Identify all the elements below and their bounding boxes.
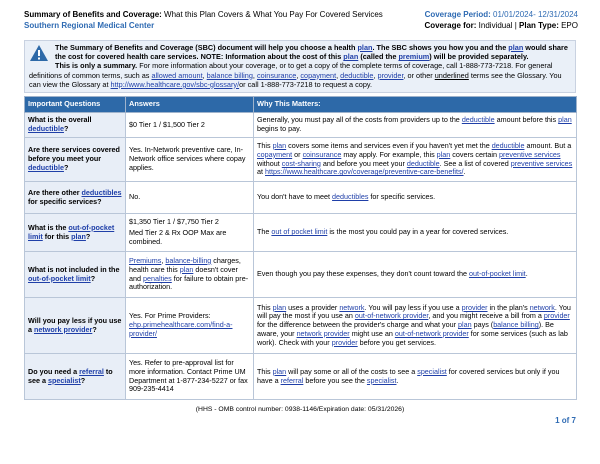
why-cell: This plan will pay some or all of the costs to see a specialist for covered services but only if you have a referral before you see the specialist. [254,354,577,400]
column-header: Answers [126,97,254,113]
why-cell: Even though you pay these expenses, they don't count toward the out-of-pocket limit. [254,252,577,298]
answer-cell: $1,350 Tier 1 / $7,750 Tier 2 Med Tier 2 & Rx OOP Max are combined. [126,214,254,252]
question-cell: Are there other deductibles for specific services? [25,182,126,214]
link-provider[interactable]: provider [331,337,358,347]
link-plan[interactable]: plan [436,149,451,159]
link-out-of-pocket-limit[interactable]: out of pocket limit [271,227,328,237]
link-network-provider[interactable]: network provider [34,324,93,334]
link-deductible[interactable]: deductible [491,140,525,150]
link-plan[interactable]: plan [508,43,524,52]
question-cell: Are there services covered before you meet your deductible? [25,138,126,182]
link-deductible[interactable]: deductible [340,70,374,80]
link-premium[interactable]: premium [398,52,430,62]
link-deductible[interactable]: deductible [406,158,440,168]
provider-directory-link[interactable]: ehp.primehealthcare.com/find-a-provider/ [129,320,233,338]
link-preventive-care-url[interactable]: https://www.healthcare.gov/coverage/preventive-care-benefits/ [265,167,464,177]
why-cell: You don't have to meet deductibles for specific services. [254,182,577,214]
link-deductible[interactable]: deductible [28,162,64,172]
link-out-of-pocket-limit[interactable]: out-of-pocket limit [28,273,91,283]
answer-cell: No. [126,182,254,214]
link-out-of-network-provider[interactable]: out-of-network provider [354,311,429,321]
link-deductibles[interactable]: deductibles [332,192,369,202]
organization-name: Southern Regional Medical Center [24,20,155,30]
link-provider[interactable]: provider [377,70,404,80]
link-specialist[interactable]: specialist [366,375,397,385]
why-cell: Generally, you must pay all of the costs from providers up to the deductible amount before this plan begins to pay. [254,113,577,138]
link-referral[interactable]: referral [280,375,304,385]
table-row [25,298,577,354]
link-balance-billing[interactable]: balance billing [493,320,539,330]
link-out-of-pocket-limit[interactable]: out-of-pocket limit [468,269,526,279]
link-penalties[interactable]: penalties [143,273,172,283]
header-left [24,10,383,31]
link-allowed-amount[interactable]: allowed amount [151,70,203,80]
table-row [25,252,577,298]
question-cell: What is the overall deductible? [25,113,126,138]
why-cell: The out of pocket limit is the most you could pay in a year for covered services. [254,214,577,252]
notice-rest: This is only a summary. For more information about your coverage, or to get a copy of the complete terms of coverage, call 1-888-773-7218. For general definitions of common terms, such as allowed amount, balance billing, coinsurance, copayment, deductible, provider, or other underlined terms see the Glossary. You can view the Glossary at http://www.healthcare.gov/sbc-glossary/or call 1-888-773-7218 to request a copy. [29,61,562,89]
link-out-of-pocket-limit[interactable]: out-of-pocket limit [28,222,115,241]
column-header: Why This Matters: [254,97,577,113]
page-number: 1 of 7 [555,416,576,425]
link-plan[interactable]: plan [357,43,373,52]
link-premiums[interactable]: Premiums [129,255,162,265]
glossary-link[interactable]: http://www.healthcare.gov/sbc-glossary/ [110,79,240,89]
link-plan[interactable]: plan [272,366,287,376]
link-network[interactable]: network [529,302,555,312]
answer-cell: Yes. Refer to pre-approval list for more information. Contact Prime UM Department at 1-877-234-5227 or fax 909-235-4414 [126,354,254,400]
link-copayment[interactable]: copayment [257,149,293,159]
notice-text: The Summary of Benefits and Coverage (SBC) document will help you choose a health plan. The SBC shows you how you and the plan would share the cost for covered health care services. NOTE: Information about the cost of this plan (called the premium) will be provided separately. This is only a summary. For more information about your coverage, or to get a copy of the complete terms of coverage, call 1-888-773-7218. For general definitions of common terms, such as allowed amount, balance billing, coinsurance, copayment, deductible, provider, or other underlined terms see the Glossary. You can view the Glossary at http://www.healthcare.gov/sbc-glossary/or call 1-888-773-7218 to request a copy. [29,43,571,89]
why-cell: This plan covers some items and services even if you haven't yet met the deductible amount. But a copayment or coinsurance may apply. For example, this plan covers certain preventive services without cost-sharing and before you meet your deductible. See a list of covered preventive services at https://www.healthcare.gov/coverage/preventive-care-benefits/. [254,138,577,182]
link-deductibles[interactable]: deductibles [81,187,122,197]
link-plan[interactable]: plan [272,140,287,150]
table-row [25,113,577,138]
table-row [25,354,577,400]
link-preventive-services[interactable]: preventive services [510,158,573,168]
link-balance-billing[interactable]: balance billing [206,70,253,80]
link-preventive-services[interactable]: preventive services [499,149,561,159]
link-plan[interactable]: plan [179,264,194,274]
coverage-details: Coverage for: Individual | Plan Type: EPO [424,20,578,30]
link-balance-billing[interactable]: balance-billing [165,255,212,265]
table-row [25,182,577,214]
link-plan[interactable]: plan [71,231,86,241]
header-right [424,10,578,31]
coverage-period: Coverage Period: 01/01/2024- 12/31/2024 [424,10,578,19]
link-specialist[interactable]: specialist [47,375,81,385]
table-row [25,214,577,252]
link-referral[interactable]: referral [79,366,104,376]
link-out-of-network-provider[interactable]: out-of-network provider [394,328,469,338]
question-cell: Do you need a referral to see a specialist? [25,354,126,400]
why-cell: This plan uses a provider network. You will pay less if you use a provider in the plan's network. You will pay the most if you use an out-of-network provider, and you might receive a bill from a provider for the difference between the provider's charge and what your plan pays (balance billing). Be aware, your network provider might use an out-of-network provider for some services (such as lab work). Check with your provider before you get services. [254,298,577,354]
link-network-provider[interactable]: network provider [296,328,350,338]
warning-icon [29,44,49,62]
answer-cell: Premiums, balance-billing charges, health care this plan doesn't cover and penalties for failure to obtain pre-authorization. [126,252,254,298]
link-coinsurance[interactable]: coinsurance [302,149,342,159]
sbc-notice-box [24,40,576,93]
answer-cell: Yes. In-Network preventive care, In-Network office services where copay applies. [126,138,254,182]
link-specialist[interactable]: specialist [417,366,447,376]
link-network[interactable]: network [339,302,365,312]
column-header: Important Questions [25,97,126,113]
link-deductible[interactable]: deductible [461,115,495,125]
answer-cell: Yes. For Prime Providers: ehp.primehealthcare.com/find-a-provider/ [126,298,254,354]
link-plan[interactable]: plan [458,320,472,330]
benefits-table [24,96,577,400]
table-row [25,138,577,182]
document-title: Summary of Benefits and Coverage: What this Plan Covers & What You Pay For Covered Services [24,10,383,19]
link-copayment[interactable]: copayment [300,70,337,80]
link-plan[interactable]: plan [343,52,359,62]
question-cell: Will you pay less if you use a network provider? [25,298,126,354]
link-deductible[interactable]: deductible [28,124,64,133]
link-plan[interactable]: plan [558,115,572,125]
question-cell: What is the out-of-pocket limit for this plan? [25,214,126,252]
link-plan[interactable]: plan [272,302,287,312]
document-header [24,10,578,34]
link-provider[interactable]: provider [461,302,488,312]
link-cost-sharing[interactable]: cost-sharing [281,158,321,168]
link-provider[interactable]: provider [543,311,570,321]
link-coinsurance[interactable]: coinsurance [256,70,297,80]
question-cell: What is not included in the out-of-pocket limit? [25,252,126,298]
answer-cell: $0 Tier 1 / $1,500 Tier 2 [126,113,254,138]
table-header-row [25,97,577,113]
omb-control-number: (HHS - OMB control number: 0938-1146/Expiration date: 05/31/2026) [195,406,405,413]
